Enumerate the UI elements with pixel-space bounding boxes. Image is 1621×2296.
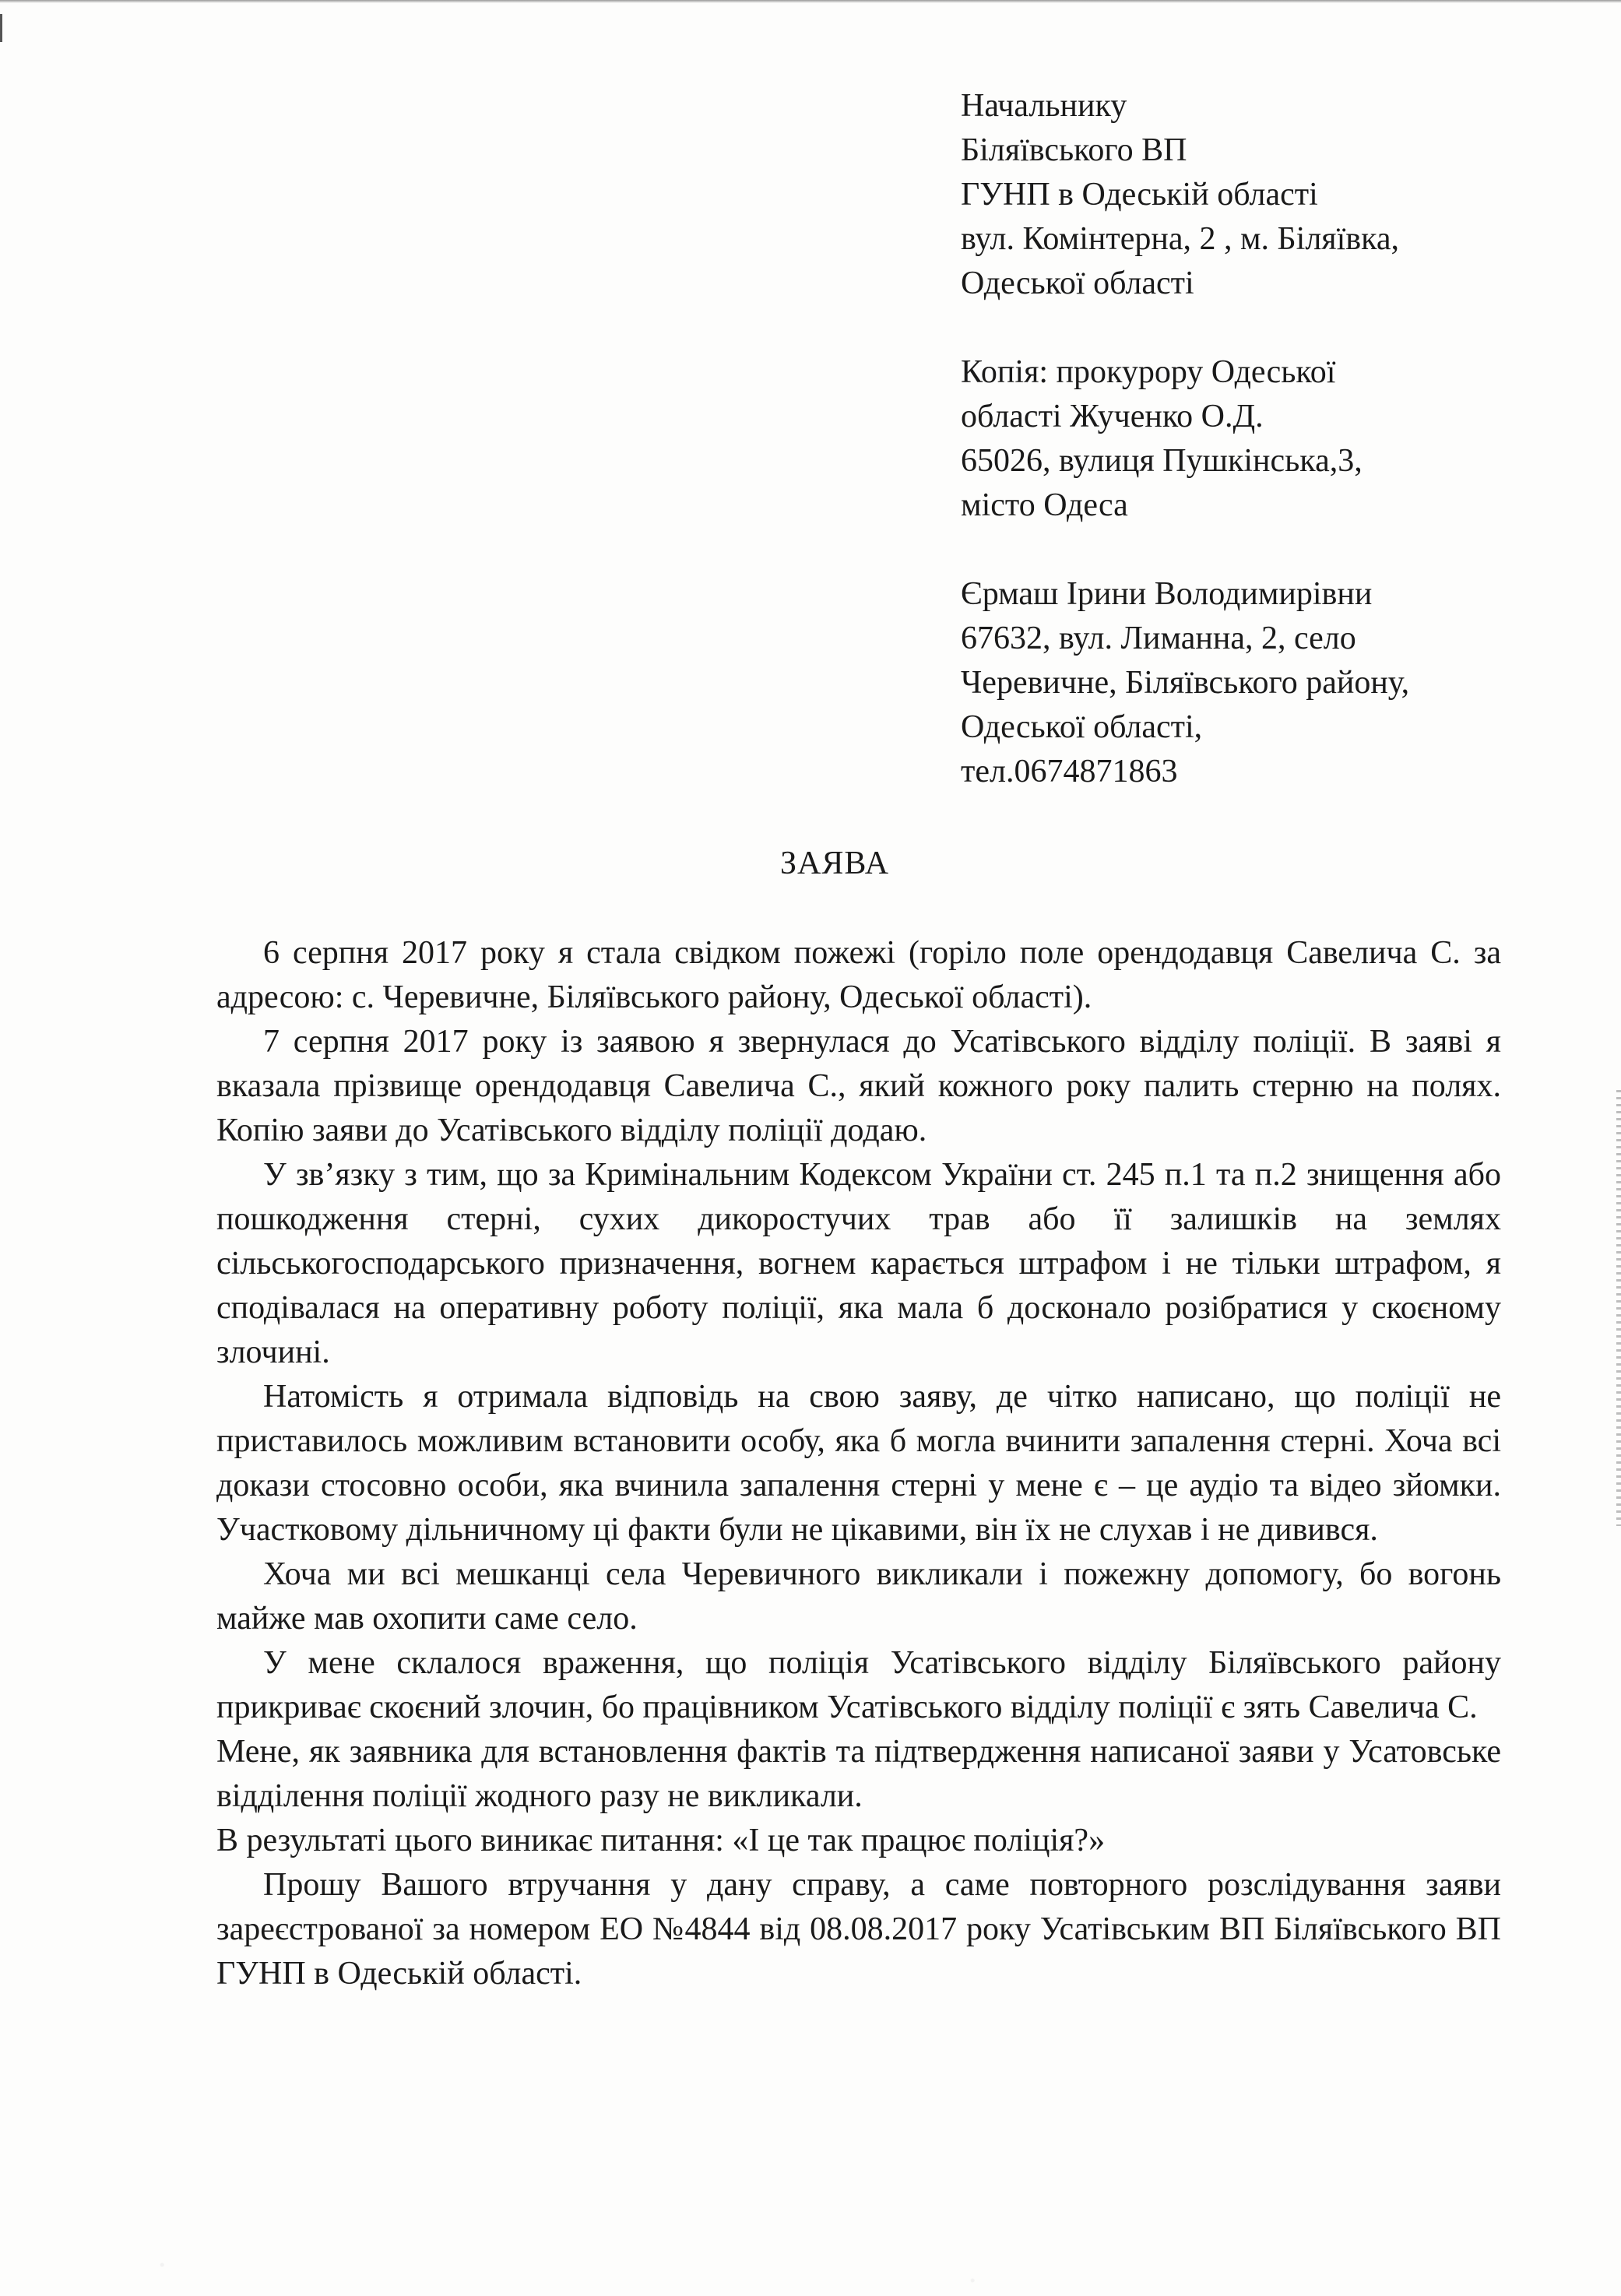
body-paragraph: Натомість я отримала відповідь на свою заяву, де чітко написано, що поліції не приставилось можливим встановити особу, яка б могла вчинити запалення стерні. Хоча всі докази стосовно особи, яка вчинила запалення стерні у мене є – це аудіо та відео зйомки. Участковому дільничному ці факти були не цікавими, він їх не слухав і не дивився.: [216, 1379, 1501, 1548]
addressee-block: [961, 84, 1584, 794]
copy-block: [961, 350, 1584, 528]
body-paragraph: Хоча ми всі мешканці села Черевичного викликали і пожежну допомогу, бо вогонь майже мав охопити саме село.: [216, 1556, 1501, 1637]
scan-bottom-noise: [0, 2140, 1621, 2296]
scan-right-edge: [1616, 1090, 1621, 1526]
document-body: [216, 931, 1501, 1996]
copy-line: 65026, вулиця Пушкінська,3,: [961, 443, 1363, 479]
document-title: ЗАЯВА: [779, 846, 890, 881]
sender-line: Черевичне, Біляївського району,: [961, 665, 1410, 701]
sender-line: 67632, вул. Лиманна, 2, село: [961, 621, 1356, 656]
copy-line: місто Одеса: [961, 487, 1128, 523]
recipient-line: Начальнику: [961, 88, 1127, 124]
recipient-line: Одеської області: [961, 265, 1194, 301]
recipient-line: Біляївського ВП: [961, 132, 1187, 168]
recipient-line: вул. Комінтерна, 2 , м. Біляївка,: [961, 221, 1400, 257]
copy-line: Копія: прокурору Одеської: [961, 354, 1336, 390]
body-paragraph: 6 серпня 2017 року я стала свідком пожежі (горіло поле орендодавця Савелича С. за адресою: с. Черевичне, Біляївського району, Одеської області).: [216, 935, 1501, 1015]
body-paragraph: 7 серпня 2017 року із заявою я звернулася до Усатівського відділу поліції. В заяві я вказала прізвище орендодавця Савелича С., який кожного року палить стерню на полях. Копію заяви до Усатівського відділу поліції додаю.: [216, 1024, 1501, 1148]
scan-left-mark: [0, 14, 9, 42]
body-paragraph: Прошу Вашого втручання у дану справу, а саме повторного розслідування заяви зареєстрованої за номером ЕО №4844 від 08.08.2017 року Усатівським ВП Біляївського ВП ГУНП в Одеській області.: [216, 1867, 1501, 1992]
body-paragraph: В результаті цього виникає питання: «І це так працює поліція?»: [216, 1823, 1106, 1858]
scan-top-edge: [0, 0, 1621, 3]
body-paragraph: У мене склалося враження, що поліція Усатівського відділу Біляївського району прикриває скоєний злочин, бо працівником Усатівського відділу поліції є зять Савелича С.: [216, 1645, 1501, 1725]
copy-line: області Жученко О.Д.: [961, 399, 1264, 434]
body-paragraph: Мене, як заявника для встановлення фактів та підтвердження написаної заяви у Усатовське відділення поліції жодного разу не викликали.: [216, 1734, 1501, 1814]
sender-line: тел.0674871863: [961, 754, 1178, 789]
recipient-block: [961, 84, 1584, 306]
sender-block: [961, 572, 1584, 794]
recipient-line: ГУНП в Одеській області: [961, 177, 1318, 213]
sender-line: Єрмаш Ірини Володимирівни: [961, 576, 1373, 612]
body-paragraph: У зв’язку з тим, що за Кримінальним Кодексом України ст. 245 п.1 та п.2 знищення або пошкодження стерні, сухих дикоростучих трав або її залишків на землях сільськогосподарського призначення, вогнем карається штрафом і не тільки штрафом, я сподівалася на оперативну роботу поліції, яка мала б досконало розібратися у скоєному злочині.: [216, 1157, 1501, 1370]
sender-line: Одеської області,: [961, 709, 1203, 745]
